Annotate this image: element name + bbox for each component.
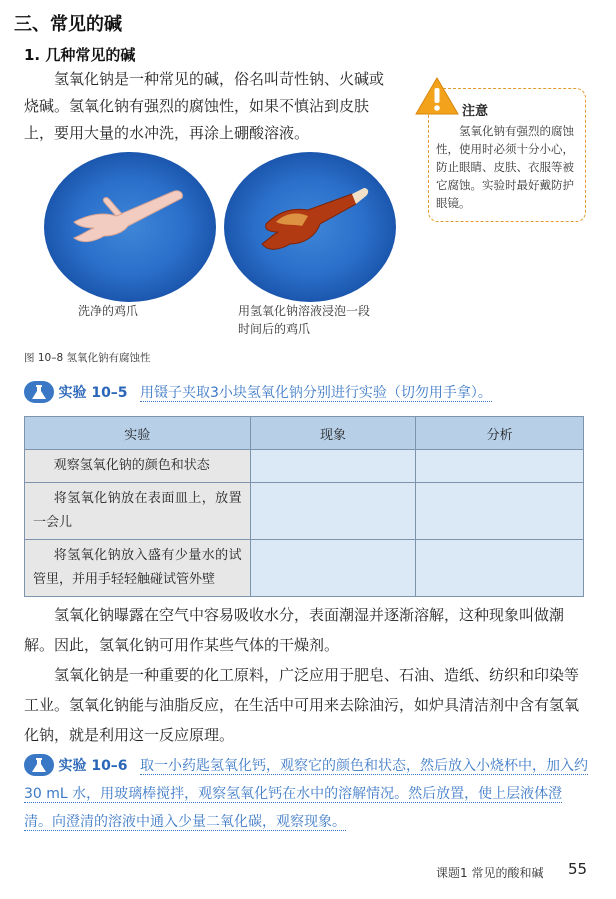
table-cell-analysis[interactable]: [416, 540, 584, 597]
table-header: 现象: [250, 417, 416, 450]
experiment-text: 用镊子夹取3小块氢氧化钠分别进行实验（切勿用手拿）。: [140, 385, 492, 401]
section-title: 三、常见的碱: [14, 14, 122, 35]
warning-icon: [414, 76, 460, 116]
subsection-title: 1. 几种常见的碱: [24, 46, 136, 64]
experiment-label: 实验 10–6: [58, 758, 128, 774]
experiment-10-6: [24, 752, 590, 836]
table-row: [25, 450, 584, 483]
table-header: 实验: [25, 417, 251, 450]
table-row: [25, 483, 584, 540]
table-header: 分析: [416, 417, 584, 450]
paragraph-intro: 氢氧化钠是一种常见的碱，俗名叫苛性钠、火碱或烧碱。氢氧化钠有强烈的腐蚀性，如果不慎沾到皮肤上，要用大量的水冲洗，再涂上硼酸溶液。: [24, 70, 385, 142]
table-cell-analysis[interactable]: [416, 483, 584, 540]
flask-icon: [24, 754, 54, 776]
body-text: [24, 600, 590, 750]
caption-right: 用氢氧化钠溶液浸泡一段时间后的鸡爪: [238, 304, 371, 336]
experiment-table: [24, 416, 584, 597]
table-cell-observation[interactable]: [250, 483, 416, 540]
note-body: 氢氧化钠有强烈的腐蚀性，使用时必须十分小心，防止眼睛、皮肤、衣服等被它腐蚀。实验时最好戴防护眼镜。: [436, 124, 574, 210]
table-row: [25, 540, 584, 597]
plate-clean-chicken-feet: [44, 152, 216, 302]
plate-corroded-chicken-feet: [224, 152, 396, 302]
experiment-10-5: [24, 381, 590, 403]
caption-left: 洗净的鸡爪: [78, 304, 139, 318]
table-cell-observation[interactable]: [250, 450, 416, 483]
table-cell-analysis[interactable]: [416, 450, 584, 483]
table-cell-experiment: 观察氢氧化钠的颜色和状态: [25, 450, 251, 483]
footer-text: 课题1 常见的酸和碱: [436, 866, 544, 880]
chicken-feet-corroded-image: [224, 152, 396, 302]
note-title: 注意: [462, 104, 489, 119]
experiment-text: 取一小药匙氢氧化钙，观察它的颜色和状态，然后放入小烧杯中，加入约 30 mL 水，用玻璃棒搅拌，观察氢氧化钙在水中的溶解情况。然后放置，使上层液体澄清。向澄清的溶液中通入少量二氧化碳，观察现象。: [24, 758, 589, 830]
table-header-row: [25, 417, 584, 450]
experiment-label: 实验 10–5: [58, 385, 128, 401]
table-cell-observation[interactable]: [250, 540, 416, 597]
table-cell-experiment: 将氢氧化钠放入盛有少量水的试管里，并用手轻轻触碰试管外壁: [25, 540, 251, 597]
chicken-feet-clean-image: [44, 152, 216, 302]
page-number: 55: [568, 860, 588, 878]
paragraph-deliquescence: 氢氧化钠曝露在空气中容易吸收水分，表面潮湿并逐渐溶解，这种现象叫做潮解。因此，氢氧化钠可用作某些气体的干燥剂。: [24, 606, 565, 654]
flask-icon: [24, 381, 54, 403]
paragraph-uses: 氢氧化钠是一种重要的化工原料，广泛应用于肥皂、石油、造纸、纺织和印染等工业。氢氧化钠能与油脂反应，在生活中可用来去除油污，如炉具清洁剂中含有氢氧化钠，就是利用这一反应原理。: [24, 666, 580, 744]
table-cell-experiment: 将氢氧化钠放在表面皿上，放置一会儿: [25, 483, 251, 540]
figure-label: 图 10–8 氢氧化钠有腐蚀性: [24, 352, 151, 364]
